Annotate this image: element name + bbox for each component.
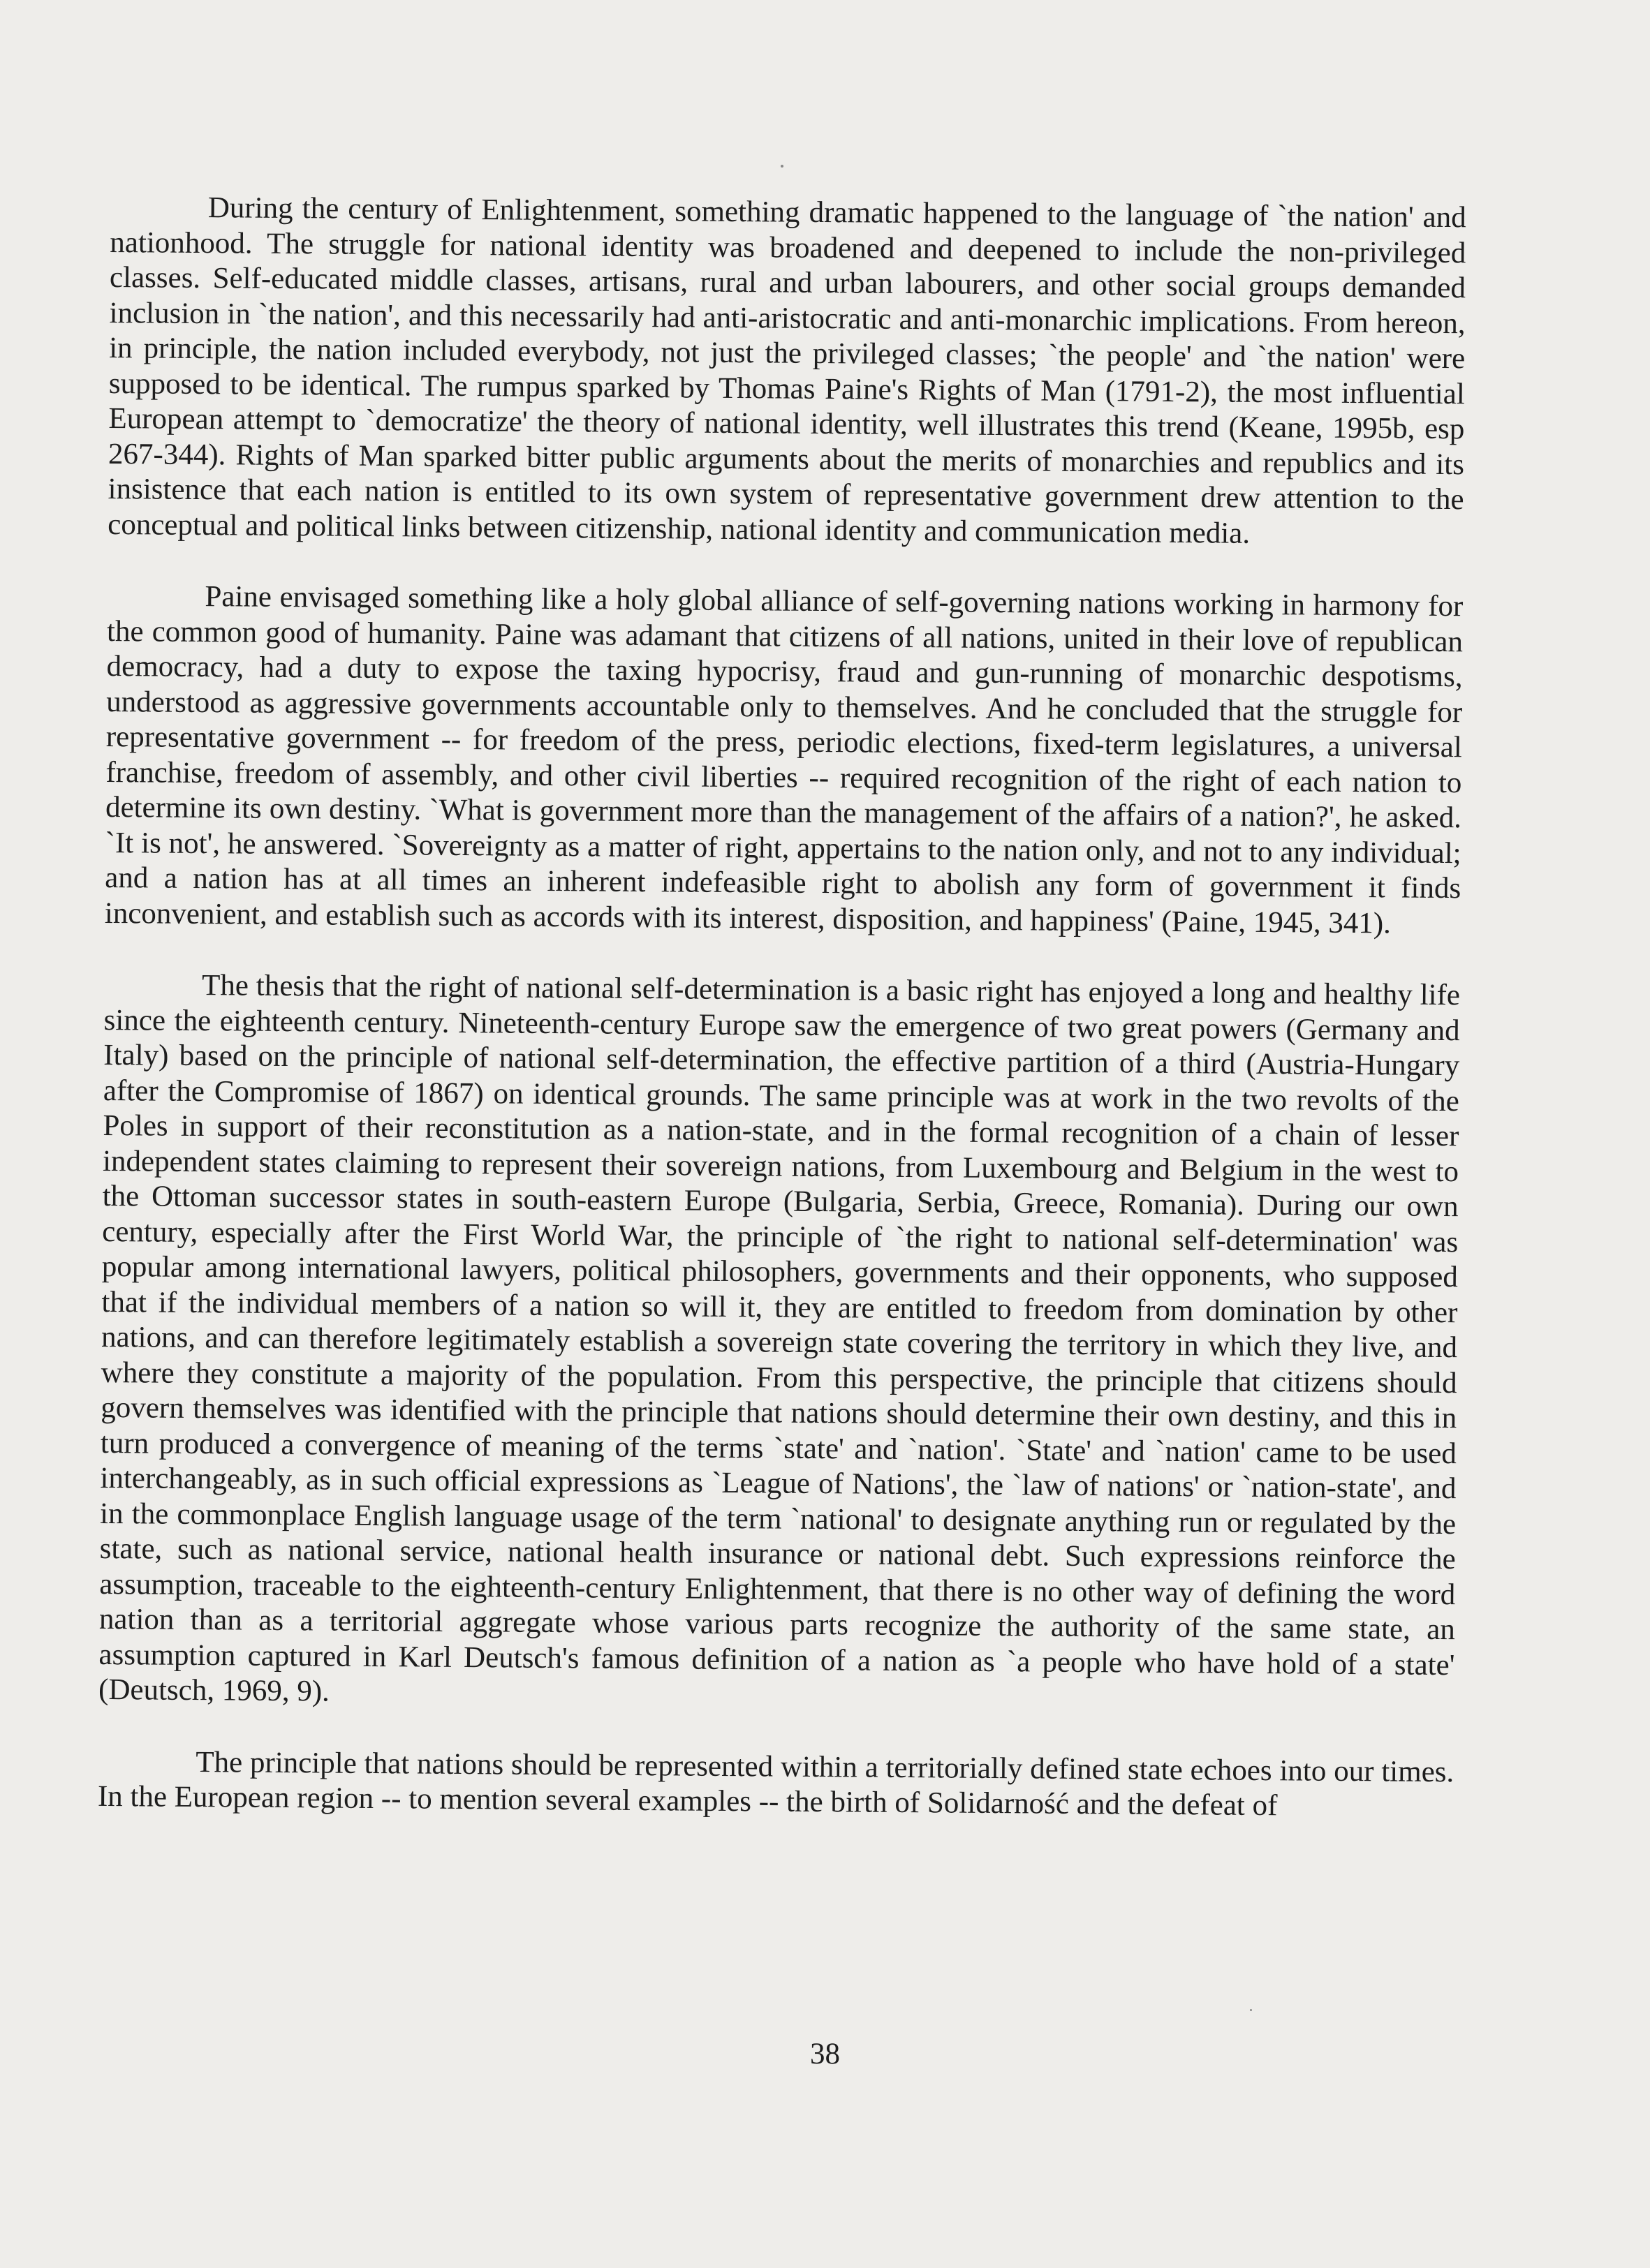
paragraph-self-determination: The thesis that the right of national self-determination is a basic right has enjoyed a long and healthy life since the eighteenth century. Nineteenth-century Europe saw the emergence of two great powers (Germany and Italy) based on the principle of national self-determination, the effective partition of a third (Austria-Hungary after the Compromise of 1867) on identical grounds. The same principle was at work in the two revolts of the Poles in support of their reconstitution as a nation-state, and in the formal recognition of a chain of lesser independent states claiming to represent their sovereign nations, from Luxembourg and Belgium in the west to the Ottoman successor states in south-eastern Europe (Bulgaria, Serbia, Greece, Romania). During our own century, especially after the First World War, the principle of `the right to national self-determination' was popular among international lawyers, political philosophers, governments and their opponents, who supposed that if the individual members of a nation so will it, they are entitled to freedom from domination by other nations, and can therefore legitimately establish a sovereign state covering the territory in which they live, and where they constitute a majority of the population. From this perspective, the principle that citizens should govern themselves was identified with the principle that nations should determine their own destiny, and this in turn produced a convergence of meaning of the terms `state' and `nation'. `State' and `nation' came to be used interchangeably, as in such official expressions as `League of Nations', the `law of nations' or `nation-state', and in the commonplace English language usage of the term `national' to designate anything run or regulated by the state, such as national service, national health insurance or national debt. Such expressions reinforce the assumption, traceable to the eighteenth-century Enlightenment, that there is no other way of defining the word nation than as a territorial aggregate whose various parts recognize the authority of the same state, an assumption captured in Karl Deutsch's famous definition of a nation as `a people who have hold of a state' (Deutsch, 1969, 9).: [98, 969, 1461, 1708]
body-text: [98, 190, 1466, 1825]
scan-speck: [781, 165, 783, 168]
page-number: 38: [810, 2038, 840, 2070]
scan-speck: [1250, 2009, 1252, 2011]
paragraph-territorial-state: The principle that nations should be represented within a territorially defined state echoes into our times. In the European region -- to mention several examples -- the birth of Solidarność and the defeat of: [97, 1745, 1454, 1823]
paragraph-enlightenment: During the century of Enlightenment, something dramatic happened to the language of `the nation' and nationhood. The struggle for national identity was broadened and deepened to include the non-privileged classes. Self-educated middle classes, artisans, rural and urban labourers, and other social groups demanded inclusion in `the nation', and this necessarily had anti-aristocratic and anti-monarchic implications. From hereon, in principle, the nation included everybody, not just the privileged classes; `the people' and `the nation' were supposed to be identical. The rumpus sparked by Thomas Paine's Rights of Man (1791-2), the most influential European attempt to `democratize' the theory of national identity, well illustrates this trend (Keane, 1995b, esp 267-344). Rights of Man sparked bitter public arguments about the merits of monarchies and republics and its insistence that each nation is entitled to its own system of representative government drew attention to the conceptual and political links between citizenship, national identity and communication media.: [108, 191, 1466, 550]
paragraph-paine: Paine envisaged something like a holy global alliance of self-governing nations working in harmony for the common good of humanity. Paine was adamant that citizens of all nations, united in their love of republican democracy, had a duty to expose the taxing hypocrisy, fraud and gun-running of monarchic despotisms, understood as aggressive governments accountable only to themselves. And he concluded that the struggle for representative government -- for freedom of the press, periodic elections, fixed-term legislatures, a universal franchise, freedom of assembly, and other civil liberties -- required recognition of the right of each nation to determine its own destiny. `What is government more than the management of the affairs of a nation?', he asked. `It is not', he answered. `Sovereignty as a matter of right, appertains to the nation only, and not to any individual; and a nation has at all times an inherent indefeasible right to abolish any form of government it finds inconvenient, and establish such as accords with its interest, disposition, and happiness' (Paine, 1945, 341).: [104, 580, 1464, 940]
